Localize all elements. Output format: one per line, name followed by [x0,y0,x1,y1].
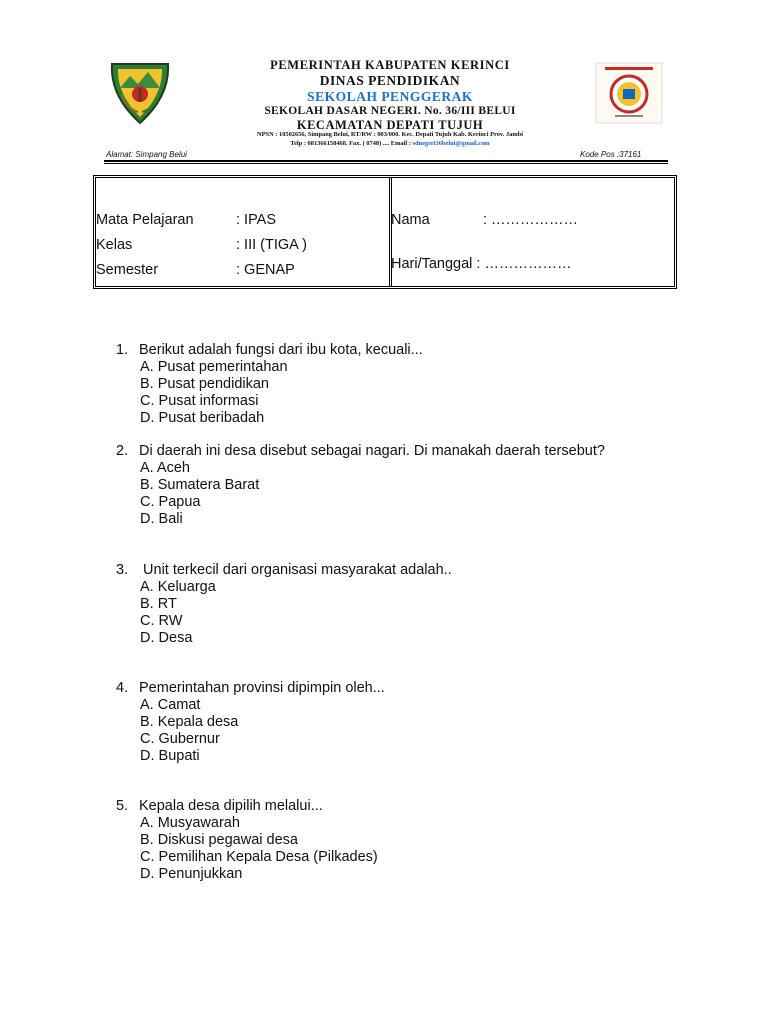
date-field[interactable]: Hari/Tanggal : ……………… [391,256,572,272]
question-4 [116,680,385,765]
school-logo-icon [595,62,663,124]
option-c: C. Pemilihan Kepala Desa (Pilkades) [140,849,378,865]
option-c: C. RW [140,613,183,629]
subject-label: Mata Pelajaran [96,212,194,228]
header-rule [104,160,668,162]
postal-code: Kode Pos :37161 [580,150,642,159]
option-b: B. Pusat pendidikan [140,376,269,392]
program-title: SEKOLAH PENGGERAK [307,88,473,104]
regency-emblem-icon [104,60,176,126]
option-d: D. Penunjukkan [140,866,243,882]
option-d: D. Bali [140,511,183,527]
question-text: Di daerah ini desa disebut sebagai nagari. Di manakah daerah tersebut? [139,443,605,459]
question-5 [116,798,378,883]
option-b: B. Sumatera Barat [140,477,260,493]
question-2 [116,443,605,528]
subject-value: : IPAS [236,212,277,228]
school-npsn-address: NPSN : 10502656, Simpang Belui, RT/RW : 003/000. Kec. Depati Tujuh Kab. Kerinci Prov. Jambi [257,131,523,138]
letterhead-text [190,58,590,133]
question-number: 3. [116,562,129,578]
option-a: A. Aceh [140,460,190,476]
question-number: 5. [116,798,129,814]
school-phone-line [200,140,580,149]
semester-value: : GENAP [236,262,295,278]
school-address: Alamat: Simpang Belui [106,150,187,159]
header-rule-thin [104,163,668,164]
district-title: KECAMATAN DEPATI TUJUH [296,118,484,133]
school-name: SEKOLAH DASAR NEGERI. No. 36/III BELUI [264,104,516,117]
school-email: sdnegeri36belui@gmail.com [412,139,490,147]
question-text: Pemerintahan provinsi dipimpin oleh... [139,680,385,696]
semester-label: Semester [96,262,159,278]
option-c: C. Pusat informasi [140,393,259,409]
school-phone: Telp : 081366158468. Fax. ( 0748) .... Email : [290,139,413,147]
question-1 [116,342,423,427]
name-label: Nama [391,212,430,228]
option-a: A. Keluarga [140,579,216,595]
question-number: 1. [116,342,129,358]
government-title: PEMERINTAH KABUPATEN KERINCI [270,58,510,72]
option-c: C. Gubernur [140,731,220,747]
letterhead [0,0,768,170]
question-text: Berikut adalah fungsi dari ibu kota, kecuali... [139,342,423,358]
option-b: B. Kepala desa [140,714,239,730]
option-a: A. Camat [140,697,201,713]
school-contact [200,131,580,148]
option-d: D. Desa [140,630,193,646]
option-d: D. Bupati [140,748,200,764]
option-b: B. RT [140,596,177,612]
class-value: : III (TIGA ) [236,237,307,253]
option-d: D. Pusat beribadah [140,410,265,426]
option-b: B. Diskusi pegawai desa [140,832,298,848]
class-label: Kelas [96,237,133,253]
option-a: A. Pusat pemerintahan [140,359,288,375]
student-info-box [93,175,677,289]
question-number: 4. [116,680,129,696]
option-c: C. Papua [140,494,201,510]
question-number: 2. [116,443,129,459]
question-text: Unit terkecil dari organisasi masyarakat adalah.. [139,562,452,578]
option-a: A. Musyawarah [140,815,240,831]
department-title: DINAS PENDIDIKAN [319,72,461,88]
question-text: Kepala desa dipilih melalui... [139,798,323,814]
question-3 [116,562,452,647]
name-field[interactable]: : ……………… [483,212,579,228]
